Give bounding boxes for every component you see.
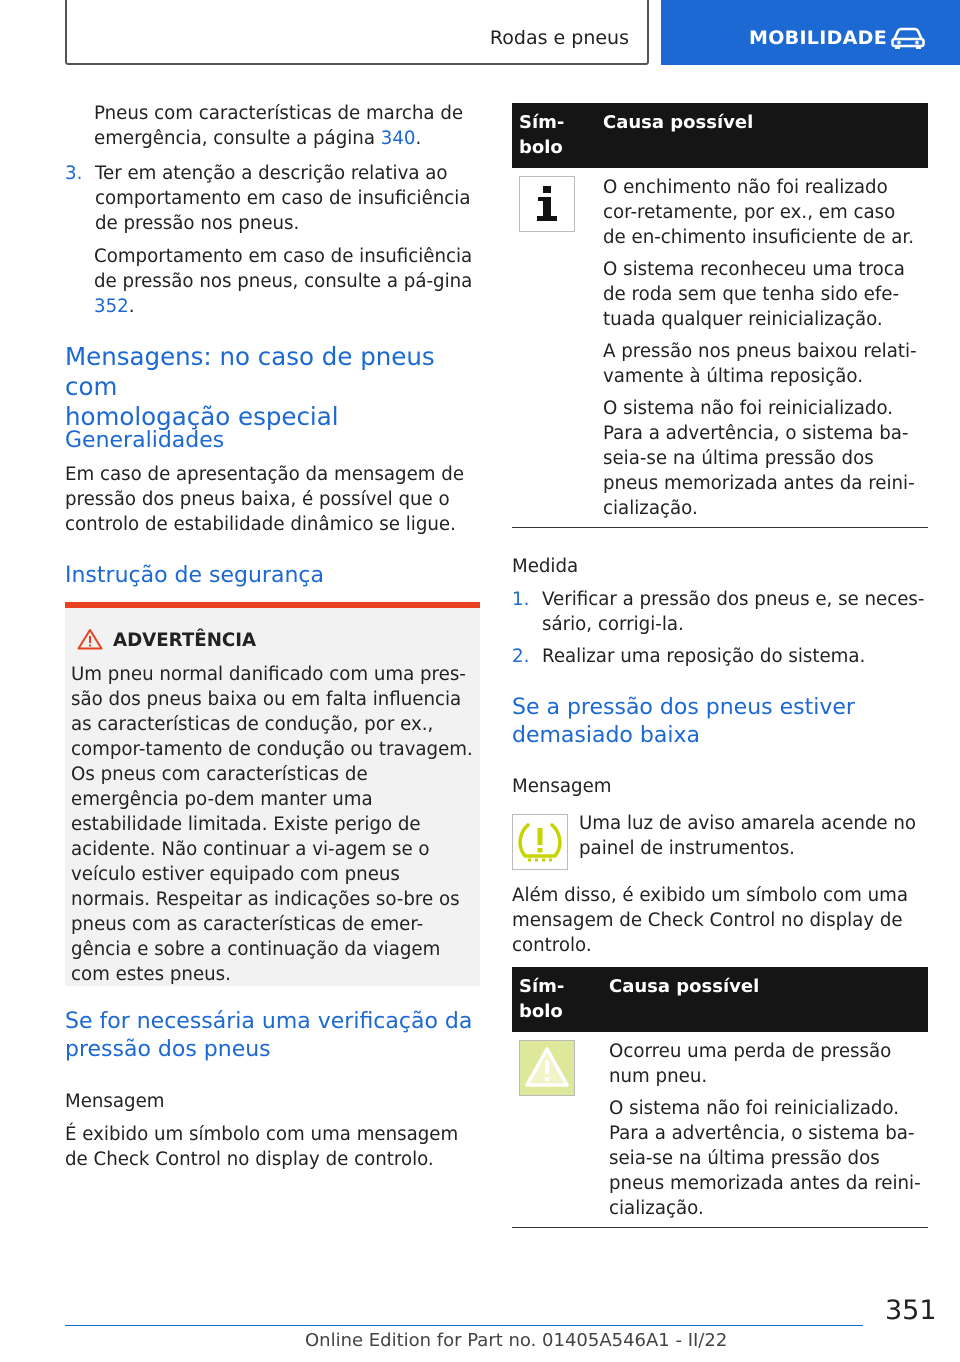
col-symbol: Sím-bolo	[519, 976, 565, 1022]
list-item-3	[65, 161, 474, 236]
warning-text: Um pneu normal danificado com uma pres-são dos pneus baixa ou em falta influencia as características de condução, por ex., compor-tamento de condução ou travagem. Os pneus com características de emergência po-dem manter uma estabilidade limitada. Existe perigo de acidente. Não continuar a vi-agem se o veículo estiver equipado com pneus normais. Respeitar as indicações so-bre os pneus com as características de emer-gência e sobre a continuação da viagem com estes pneus.	[71, 664, 473, 985]
warning-triangle-icon	[519, 1040, 575, 1096]
mensagem-label: Mensagem	[65, 1091, 165, 1112]
cause-table-2	[512, 967, 928, 1228]
cause-1: O enchimento não foi realizado cor-retamente, por ex., em caso de en-chimento insuficiente de ar.	[603, 177, 915, 248]
cause-2: O sistema não foi reinicializado. Para a advertência, o sistema ba-seia-se na última pressão dos pneus memorizada antes da reini-cialização.	[609, 1098, 921, 1219]
item3-sub-text: Comportamento em caso de insuficiência de pressão nos pneus, consulte a pá-gina	[94, 246, 473, 292]
medida-label: Medida	[512, 556, 579, 577]
mensagem-text: É exibido um símbolo com uma mensagem de Check Control no display de controlo.	[65, 1124, 459, 1170]
heading-special-tyres: Mensagens: no caso de pneus com homologação especial	[65, 342, 435, 431]
footer-edition: Online Edition for Part no. 01405A546A1 - II/22	[305, 1330, 728, 1351]
col-cause: Causa possível	[609, 976, 760, 997]
table-row	[512, 1032, 928, 1228]
luz-text: Uma luz de aviso amarela acende no painel de instrumentos.	[579, 813, 917, 859]
heading-pressao-baixa: Se a pressão dos pneus estiver demasiado baixa	[512, 695, 855, 748]
heading-generalidades: Generalidades	[65, 428, 225, 453]
page-number: 351	[885, 1295, 937, 1326]
section-title: Rodas e pneus	[489, 27, 629, 49]
cause-table-1	[512, 103, 928, 528]
chapter-tab	[661, 0, 960, 65]
step-2	[512, 644, 928, 669]
step-1	[512, 587, 928, 637]
page-link-352[interactable]: 352	[94, 296, 129, 317]
tire-pressure-warning-icon	[512, 814, 568, 870]
col-symbol: Sím-bolo	[519, 112, 565, 158]
list-number: 3.	[65, 163, 83, 184]
warning-triangle-icon	[77, 628, 103, 650]
step-number: 2.	[512, 646, 530, 667]
step-text: Verificar a pressão dos pneus e, se neces-sário, corrigi-la.	[542, 589, 925, 635]
generalidades-text: Em caso de apresentação da mensagem de pressão dos pneus baixa, é possível que o controlo de estabilidade dinâmico se ligue.	[65, 464, 465, 535]
heading-seguranca: Instrução de segurança	[65, 563, 324, 588]
list-text: Ter em atenção a descrição relativa ao comportamento em caso de insuficiência de pressão nos pneus.	[95, 163, 471, 234]
info-icon	[519, 176, 575, 232]
cause-4: O sistema não foi reinicializado. Para a advertência, o sistema ba-seia-se na última pressão dos pneus memorizada antes da reini-cialização.	[603, 398, 915, 519]
heading-verificacao: Se for necessária uma verificação da pressão dos pneus	[65, 1009, 473, 1062]
page-link-340[interactable]: 340	[380, 128, 416, 149]
header-section-box	[65, 0, 649, 65]
item3-sub: Comportamento em caso de insuficiência de pressão nos pneus, consulte a pá-gina 352.	[94, 246, 473, 317]
cause-3: A pressão nos pneus baixou relati-vamente à última reposição.	[603, 341, 917, 387]
warning-bar	[65, 602, 480, 608]
alem-text: Além disso, é exibido um símbolo com uma mensagem de Check Control no display de controlo.	[512, 885, 909, 956]
col-cause: Causa possível	[603, 112, 754, 133]
table-header	[512, 967, 928, 1032]
cause-1: Ocorreu uma perda de pressão num pneu.	[609, 1041, 892, 1087]
step-number: 1.	[512, 589, 530, 610]
table-header	[512, 103, 928, 168]
item2-continuation: Pneus com características de marcha de emergência, consulte a página 340.	[94, 103, 464, 149]
mensagem-label-right: Mensagem	[512, 776, 612, 797]
step-text: Realizar uma reposição do sistema.	[542, 646, 866, 667]
warning-box	[65, 602, 480, 986]
chapter-title: MOBILIDADE	[749, 27, 888, 49]
table-row	[512, 168, 928, 528]
footer-rule	[65, 1325, 863, 1326]
item2-text: Pneus com características de marcha de emergência, consulte a página	[94, 103, 464, 149]
car-icon	[891, 26, 925, 50]
warning-title: ADVERTÊNCIA	[113, 630, 257, 651]
cause-2: O sistema reconheceu uma troca de roda sem que tenha sido efe-tuada qualquer reinicialização.	[603, 259, 905, 330]
